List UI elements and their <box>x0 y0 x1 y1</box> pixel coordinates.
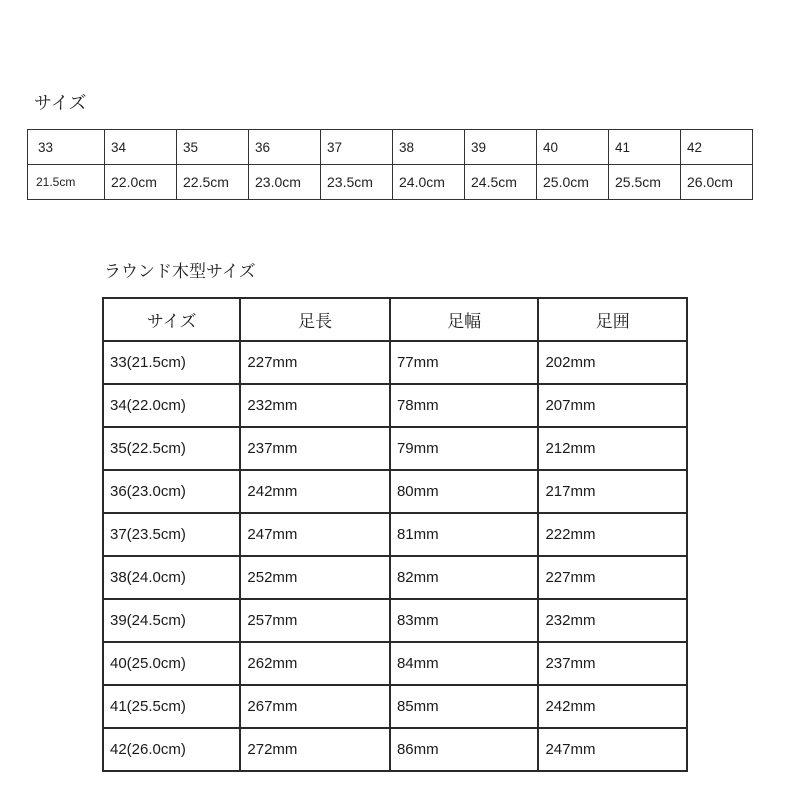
table-row <box>103 470 687 513</box>
round-last-table-title: ラウンド木型サイズ <box>104 262 256 282</box>
size-cell: 40(25.0cm) <box>103 642 240 685</box>
eu-size-row <box>28 130 753 165</box>
eu-size-cell: 37 <box>321 130 393 165</box>
foot-length-cell: 272mm <box>240 728 390 771</box>
foot-length-cell: 257mm <box>240 599 390 642</box>
header-foot-girth: 足囲 <box>538 298 687 341</box>
foot-length-cell: 242mm <box>240 470 390 513</box>
foot-girth-cell: 217mm <box>538 470 687 513</box>
eu-size-cell: 36 <box>249 130 321 165</box>
size-cell: 42(26.0cm) <box>103 728 240 771</box>
foot-width-cell: 79mm <box>390 427 539 470</box>
table-row <box>103 728 687 771</box>
eu-size-cell: 39 <box>465 130 537 165</box>
header-foot-length: 足長 <box>240 298 390 341</box>
size-table-title: サイズ <box>34 93 87 114</box>
cm-length-cell: 25.0cm <box>537 165 609 200</box>
header-row <box>103 298 687 341</box>
size-cell: 34(22.0cm) <box>103 384 240 427</box>
foot-length-cell: 267mm <box>240 685 390 728</box>
eu-size-cell: 35 <box>177 130 249 165</box>
eu-size-cell: 38 <box>393 130 465 165</box>
foot-width-cell: 81mm <box>390 513 539 556</box>
foot-girth-cell: 242mm <box>538 685 687 728</box>
size-cell: 41(25.5cm) <box>103 685 240 728</box>
cm-length-cell: 25.5cm <box>609 165 681 200</box>
size-cell: 35(22.5cm) <box>103 427 240 470</box>
size-conversion-table <box>27 129 753 200</box>
cm-length-cell: 26.0cm <box>681 165 753 200</box>
foot-girth-cell: 227mm <box>538 556 687 599</box>
header-size: サイズ <box>103 298 240 341</box>
foot-girth-cell: 202mm <box>538 341 687 384</box>
table-row <box>103 427 687 470</box>
table-row <box>103 384 687 427</box>
round-last-size-table <box>102 297 688 772</box>
foot-width-cell: 84mm <box>390 642 539 685</box>
foot-width-cell: 86mm <box>390 728 539 771</box>
foot-length-cell: 247mm <box>240 513 390 556</box>
table-row <box>103 341 687 384</box>
foot-width-cell: 78mm <box>390 384 539 427</box>
foot-girth-cell: 212mm <box>538 427 687 470</box>
foot-girth-cell: 237mm <box>538 642 687 685</box>
foot-width-cell: 77mm <box>390 341 539 384</box>
table-row <box>103 685 687 728</box>
cm-length-cell: 24.0cm <box>393 165 465 200</box>
cm-length-cell: 23.0cm <box>249 165 321 200</box>
foot-girth-cell: 247mm <box>538 728 687 771</box>
eu-size-cell: 34 <box>105 130 177 165</box>
foot-width-cell: 80mm <box>390 470 539 513</box>
table-row <box>103 599 687 642</box>
cm-length-cell: 22.0cm <box>105 165 177 200</box>
foot-girth-cell: 232mm <box>538 599 687 642</box>
table-row <box>103 513 687 556</box>
eu-size-cell: 40 <box>537 130 609 165</box>
table-row <box>103 642 687 685</box>
foot-length-cell: 237mm <box>240 427 390 470</box>
size-cell: 39(24.5cm) <box>103 599 240 642</box>
cm-length-cell: 23.5cm <box>321 165 393 200</box>
size-cell: 36(23.0cm) <box>103 470 240 513</box>
foot-girth-cell: 207mm <box>538 384 687 427</box>
size-cell: 37(23.5cm) <box>103 513 240 556</box>
foot-length-cell: 252mm <box>240 556 390 599</box>
eu-size-cell: 33 <box>28 130 105 165</box>
foot-width-cell: 85mm <box>390 685 539 728</box>
eu-size-cell: 41 <box>609 130 681 165</box>
size-cell: 33(21.5cm) <box>103 341 240 384</box>
foot-width-cell: 82mm <box>390 556 539 599</box>
foot-girth-cell: 222mm <box>538 513 687 556</box>
foot-length-cell: 232mm <box>240 384 390 427</box>
eu-size-cell: 42 <box>681 130 753 165</box>
cm-length-cell: 22.5cm <box>177 165 249 200</box>
foot-width-cell: 83mm <box>390 599 539 642</box>
cm-length-cell: 24.5cm <box>465 165 537 200</box>
header-foot-width: 足幅 <box>390 298 539 341</box>
foot-length-cell: 262mm <box>240 642 390 685</box>
foot-length-cell: 227mm <box>240 341 390 384</box>
cm-length-row <box>28 165 753 200</box>
size-cell: 38(24.0cm) <box>103 556 240 599</box>
table-row <box>103 556 687 599</box>
cm-length-cell: 21.5cm <box>28 165 105 200</box>
